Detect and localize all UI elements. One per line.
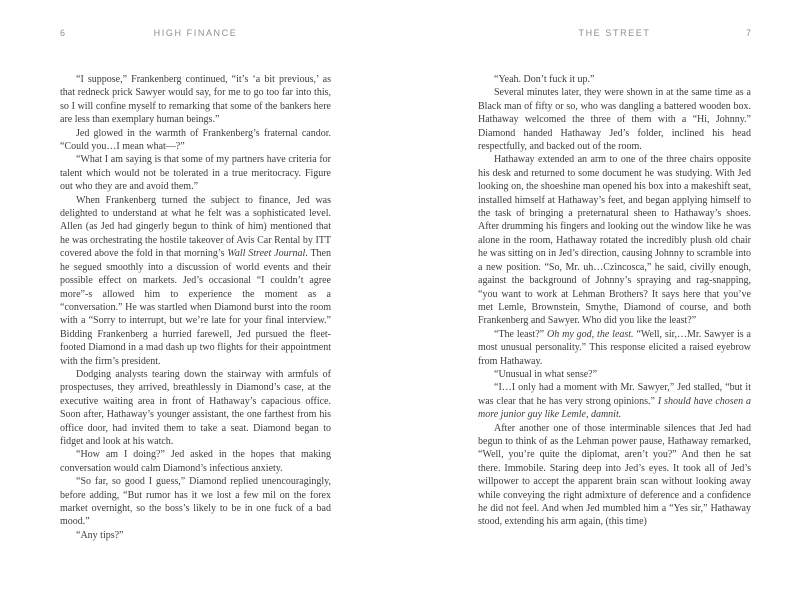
paragraph: “Any tips?” — [76, 529, 124, 541]
paragraph: Jed glowed in the warmth of Frankenberg’s fraternal candor. “Could you…I mean what—?” — [60, 127, 331, 153]
paragraph: Dodging analysts tearing down the stairway with armfuls of prospectuses, they arrived, breathlessly in Diamond’s case, at the executive waiting area in front of Hathaway’s capacious office. Soon after, Hathaway’s younger assistant, the one farthest from his office door, had invited them to take a seat. Diamond began to fidget and look at his watch. — [60, 368, 331, 447]
left-page-body — [60, 73, 331, 542]
right-page-number: 7 — [745, 28, 751, 38]
paragraph: Several minutes later, they were shown in at the same time as a Black man of fifty or so, who was dangling a battered wooden box. Hathaway welcomed the three of them with a “Hi, Johnny.” Diamond handed Hathaway Jed’s folder, inclined his head respectfully, and backed out of the room. — [478, 87, 751, 153]
paragraph: “So far, so good I guess,” Diamond replied unencouragingly, before adding, “But rumor has it we lost a few mil on the forex market overnight, so the boss’s likely to be in one fuck of a bad mood.” — [60, 476, 331, 528]
right-page-body — [478, 73, 751, 529]
paragraph: “What I am saying is that some of my partners have criteria for talent which would not be tolerated in a true meritocracy. Figure out who they are and avoid them.” — [60, 154, 331, 193]
right-page-header — [478, 28, 751, 39]
paragraph: Hathaway extended an arm to one of the three chairs opposite his desk and returned to some document he was studying. With Jed looking on, the shoeshine man opened his box into a makeshift seat, installed himself at Hathaway’s feet, and began applying himself to the task of bringing a preternatural sheen to Hathaway’s shoes. After drumming his fingers and looking out the window like he was alone in the room, Hathaway rotated the incredibly plush old chair he was sitting on in Jed’s direction, causing Johnny to scramble into a new position. “So, Mr. uh…Czincosca,” he said, civilly enough, against the background of Johnny’s spraying and rag-snapping, “you want to work at Lehman Brothers? It says here that you’ve met Lemle, Brownstein, Smythe, Diamond of course, and both Frankenberg and Sawyer. Who did you like the least?” — [478, 154, 751, 327]
paragraph: “Unusual in what sense?” — [494, 368, 598, 380]
paragraph: “Yeah. Don’t fuck it up.” — [494, 74, 595, 85]
paragraph: After another one of those interminable silences that Jed had begun to think of as the Lehman power pause, Hathaway remarked, “Well, you’re quite the diplomat, aren’t you?” And then he sat there. Immobile. Staring deep into Jed’s eyes. It took all of Jed’s willpower to accept the apparent brain scan without looking away while conveying the right admixture of deference and a confidence he did not feel. And when Jed mumbled him a “Yes sir,” Hathaway stood, extending his arm again, (this time) — [478, 422, 751, 528]
left-running-head: HIGH FINANCE — [153, 28, 238, 38]
left-page — [60, 0, 331, 542]
paragraph: “The least?” Oh my god, the least. “Well, sir,…Mr. Sawyer is a most unusual personality.” This response elicited a raised eyebrow from Hathaway. — [478, 328, 751, 367]
right-running-head: THE STREET — [578, 28, 651, 38]
left-page-header — [60, 28, 331, 39]
paragraph: When Frankenberg turned the subject to finance, Jed was delighted to understand at what he felt was a sophisticated level. Allen (as Jed had gingerly begun to think of him) mentioned that he was orchestrating the hostile takeover of Avis Car Rental by ITT covered above the fold in that morning’s Wall Street Journal. Then he segued smoothly into a discussion of world events and their possible effect on markets. Jed’s occasional “I couldn’t agree more”-s allowed him to experience the moment as a “conversation.” He was startled when Diamond burst into the room with a “Sorry to interrupt, but we’re late for your final interview.” Bidding Frankenberg a hurried farewell, Jed pursued the fleet-footed Diamond in a mad dash up two flights for their appointment with the firm’s president. — [60, 194, 331, 367]
left-page-number: 6 — [60, 28, 67, 38]
paragraph: “I…I only had a moment with Mr. Sawyer,” Jed stalled, “but it was clear that he has very strong opinions.” I should have chosen a more junior guy like Lemle, damnit. — [478, 382, 751, 421]
paragraph: “I suppose,” Frankenberg continued, “it’s ‘a bit previous,’ as that redneck prick Sawyer would say, for me to go too far into this, so I will confine myself to remarking that some of the bankers here are less than exemplary human beings.” — [60, 74, 331, 126]
paragraph: “How am I doing?” Jed asked in the hopes that making conversation would calm Diamond’s infectious anxiety. — [60, 449, 331, 474]
right-page — [478, 0, 751, 529]
